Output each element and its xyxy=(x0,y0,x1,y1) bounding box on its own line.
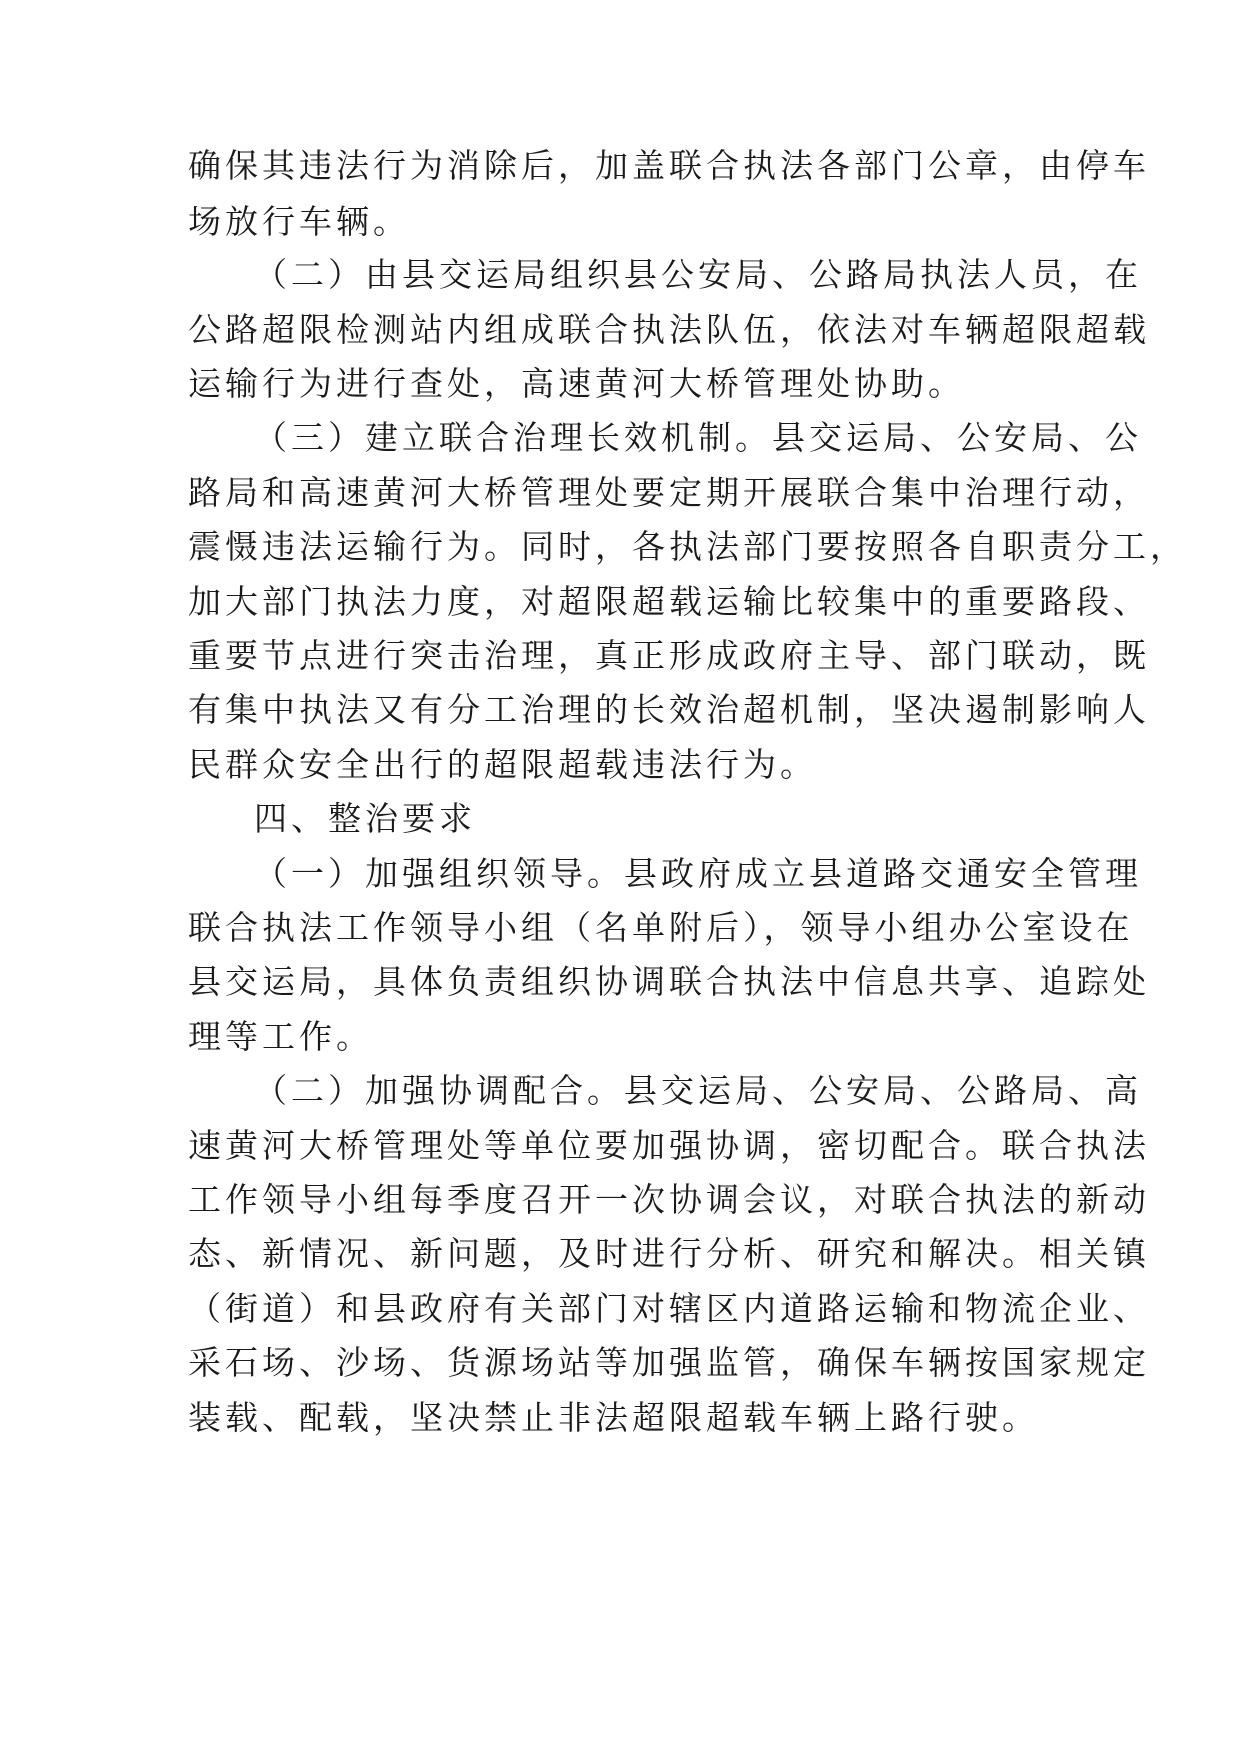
body-text-line: 态、新情况、新问题，及时进行分析、研究和解决。相关镇 xyxy=(188,1234,1150,1273)
body-text-line: 装载、配载，坚决禁止非法超限超载车辆上路行驶。 xyxy=(188,1398,1039,1437)
body-text-line: 震慑违法运输行为。同时，各执法部门要按照各自职责分工， xyxy=(188,527,1187,566)
body-text-line: 理等工作。 xyxy=(188,1017,373,1056)
body-text-line: 县交运局，具体负责组织协调联合执法中信息共享、追踪处 xyxy=(188,962,1150,1001)
body-text-line: 场放行车辆。 xyxy=(188,202,410,241)
body-text-line: （街道）和县政府有关部门对辖区内道路运输和物流企业、 xyxy=(188,1289,1150,1328)
body-text-line: 采石场、沙场、货源场站等加强监管，确保车辆按国家规定 xyxy=(188,1343,1150,1382)
body-text-line: 重要节点进行突击治理，真正形成政府主导、部门联动，既 xyxy=(188,636,1150,675)
body-text-line: 公路超限检测站内组成联合执法队伍，依法对车辆超限超载 xyxy=(188,310,1150,349)
body-text-line: 民群众安全出行的超限超载违法行为。 xyxy=(188,745,817,784)
paragraph-start-line: （三）建立联合治理长效机制。县交运局、公安局、公 xyxy=(254,418,1142,457)
body-text-line: 联合执法工作领导小组（名单附后），领导小组办公室设在 xyxy=(188,908,1134,947)
body-text-line: 加大部门执法力度，对超限超载运输比较集中的重要路段、 xyxy=(188,582,1150,621)
section-heading: 四、整治要求 xyxy=(254,799,476,838)
body-text-line: 有集中执法又有分工治理的长效治超机制，坚决遏制影响人 xyxy=(188,690,1150,729)
body-text-line: 速黄河大桥管理处等单位要加强协调，密切配合。联合执法 xyxy=(188,1126,1150,1165)
body-text-line: 工作领导小组每季度召开一次协调会议，对联合执法的新动 xyxy=(188,1180,1150,1219)
paragraph-start-line: （二）加强协调配合。县交运局、公安局、公路局、高 xyxy=(254,1071,1142,1110)
body-text-line: 路局和高速黄河大桥管理处要定期开展联合集中治理行动， xyxy=(188,473,1150,512)
body-text-line: 运输行为进行查处，高速黄河大桥管理处协助。 xyxy=(188,364,965,403)
paragraph-start-line: （一）加强组织领导。县政府成立县道路交通安全管理 xyxy=(254,854,1142,893)
body-text-line: 确保其违法行为消除后，加盖联合执法各部门公章，由停车 xyxy=(188,146,1150,185)
paragraph-start-line: （二）由县交运局组织县公安局、公路局执法人员，在 xyxy=(254,255,1142,294)
